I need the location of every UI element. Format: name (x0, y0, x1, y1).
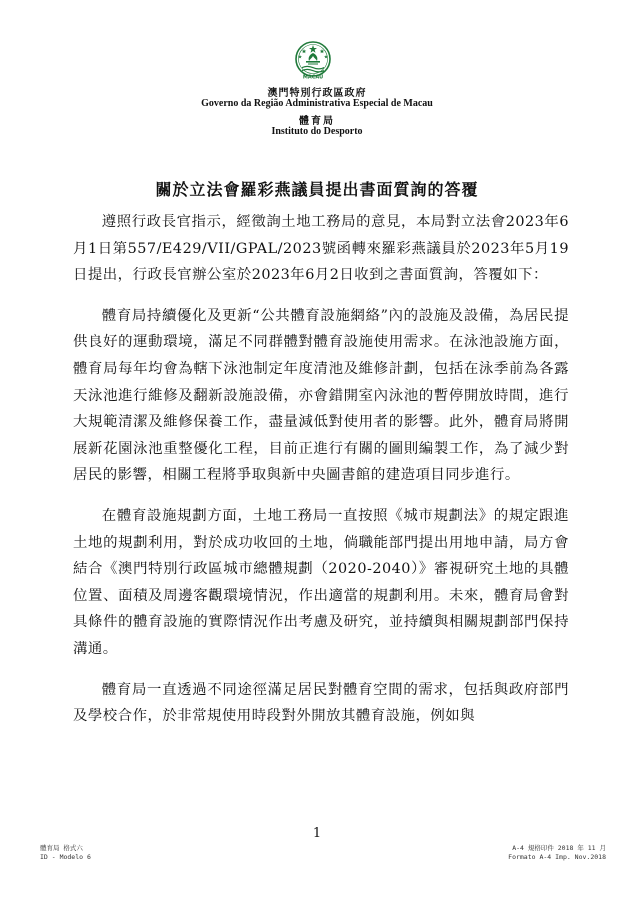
header-department-chinese: 體育局 (299, 116, 335, 127)
header-department-portuguese: Instituto do Desporto (271, 126, 363, 137)
header-region-chinese: 澳門特別行政區政府 (267, 88, 367, 99)
macau-emblem-icon (290, 40, 336, 80)
footer-print-format-portuguese: Formato A-4 Imp. Nov.2018 (508, 853, 606, 861)
document-title: 關於立法會羅彩燕議員提出書面質詢的答覆 (155, 180, 479, 199)
svg-text:MACAU: MACAU (302, 74, 324, 80)
footer-left (40, 844, 91, 862)
document-body (73, 209, 569, 744)
footer-form-code-chinese: 體育局 格式六 (40, 844, 83, 852)
footer-print-format-chinese: A-4 規格印件 2018 年 11 月 (512, 844, 606, 852)
header-region-portuguese: Governo da Região Administrativa Especial de Macau (201, 98, 433, 109)
footer-right (508, 844, 606, 862)
paragraph-3: 在體育設施規劃方面，土地工務局一直按照《城市規劃法》的規定跟進土地的規劃利用，對於成功收回的土地，倘職能部門提出用地申請，局方會結合《澳門特別行政區城市總體規劃（2020-2040）》審視研究土地的具體位置、面積及周邊客觀環境情況，作出適當的規劃利用。未來，體育局會對具條件的體育設施的實際情況作出考慮及研究，並持續與相關規劃部門保持溝通。 (73, 507, 569, 657)
paragraph-2: 體育局持續優化及更新“公共體育設施網絡”內的設施及設備，為居民提供良好的運動環境，滿足不同群體對體育設施使用需求。在泳池設施方面，體育局每年均會為轄下泳池制定年度清池及維修計劃，包括在泳季前為各露天泳池進行維修及翻新設施設備，亦會錯開室內泳池的暫停開放時間，進行大規範清潔及維修保養工作，盡量減低對使用者的影響。此外，體育局將開展新花園泳池重整優化工程，目前正進行有關的圖則編製工作，為了減少對居民的影響，相關工程將爭取與新中央圖書館的建造項目同步進行。 (73, 307, 569, 484)
page-number: 1 (312, 826, 322, 841)
paragraph-4: 體育局一直透過不同途徑滿足居民對體育空間的需求，包括與政府部門及學校合作，於非常規使用時段對外開放其體育設施，例如與 (73, 681, 569, 725)
footer-form-code-portuguese: ID - Modelo 6 (40, 853, 91, 861)
paragraph-1: 遵照行政長官指示，經徵詢土地工務局的意見，本局對立法會2023年6月1日第557/E429/VII/GPAL/2023號函轉來羅彩燕議員於2023年5月19日提出，行政長官辦公室於2023年6月2日收到之書面質詢，答覆如下： (73, 214, 569, 284)
